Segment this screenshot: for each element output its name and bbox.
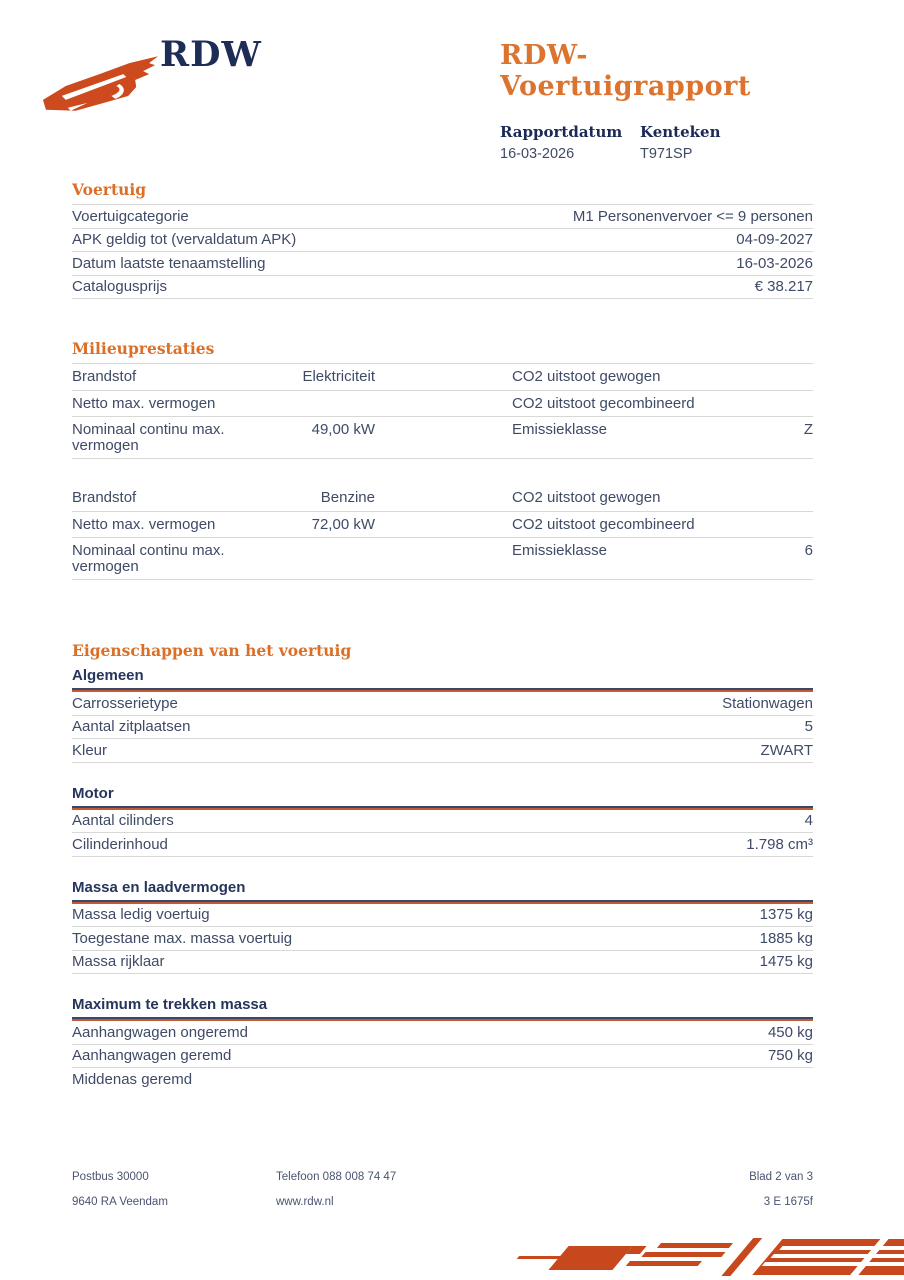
row-value: 49,00 kW (311, 421, 375, 438)
section-title: Voertuig (72, 180, 813, 205)
row-value: 1375 kg (759, 906, 813, 923)
row-value: 16-03-2026 (736, 254, 813, 272)
row-label: CO2 uitstoot gecombineerd (512, 394, 695, 412)
row-label: Kleur (72, 741, 108, 759)
table-row (72, 1045, 813, 1069)
table-row (72, 833, 813, 857)
table-row (72, 229, 813, 253)
table-row (72, 716, 813, 740)
table-row (72, 904, 813, 928)
row-value: 6 (804, 542, 813, 559)
table-row (72, 417, 813, 459)
footer-postbus: Postbus 30000 (72, 1171, 149, 1183)
footer-page-number: Blad 2 van 3 (749, 1171, 813, 1183)
row-label: Toegestane max. massa voertuig (72, 929, 293, 947)
row-value: 4 (804, 812, 813, 829)
rdw-logo-text: RDW (160, 34, 262, 75)
page-footer (72, 1171, 813, 1208)
footer-doc-code: 3 E 1675f (763, 1196, 813, 1208)
table-row (72, 951, 813, 975)
row-label: CO2 uitstoot gecombineerd (512, 515, 695, 533)
row-label: APK geldig tot (vervaldatum APK) (72, 231, 297, 248)
row-value: Elektriciteit (302, 368, 375, 385)
row-value: 1475 kg (759, 953, 813, 970)
row-label: Emissieklasse (512, 421, 608, 438)
row-value: Benzine (320, 489, 375, 506)
subsection-title: Maximum te trekken massa (72, 996, 268, 1013)
row-label: Nominaal continu max. vermogen (72, 421, 225, 454)
row-value: 04-09-2027 (736, 231, 813, 248)
license-plate-label: Kenteken (640, 123, 721, 141)
row-label: Aantal cilinders (72, 812, 174, 829)
row-value: 5 (804, 718, 813, 735)
license-plate-value: T971SP (640, 146, 693, 162)
subsection-motor (72, 785, 813, 857)
row-label: Catalogusprijs (72, 278, 168, 295)
row-label: Aantal zitplaatsen (72, 718, 191, 735)
table-row (72, 538, 813, 580)
footer-contact-column (276, 1171, 749, 1208)
row-label: Massa rijklaar (72, 953, 165, 970)
subsection-title: Motor (72, 784, 114, 802)
row-label: Voertuigcategorie (72, 207, 189, 225)
row-label: Datum laatste tenaamstelling (72, 254, 266, 272)
table-row (72, 1021, 813, 1045)
row-value: 1.798 cm³ (746, 835, 813, 853)
row-label: Middenas geremd (72, 1070, 193, 1088)
table-row (72, 692, 813, 716)
section-voertuig (72, 180, 813, 299)
subsection-massa (72, 879, 813, 975)
table-row (72, 364, 813, 391)
section-eigenschappen (72, 641, 813, 1091)
subsection-title: Algemeen (72, 667, 144, 684)
table-row (72, 739, 813, 763)
row-label: Aanhangwagen geremd (72, 1047, 232, 1064)
report-date-label: Rapportdatum (500, 123, 623, 141)
report-date-value: 16-03-2026 (500, 146, 575, 162)
rdw-wing-logo-icon (38, 50, 162, 118)
row-value: Z (803, 421, 813, 438)
page-title: RDW-Voertuigrapport (500, 40, 751, 102)
row-label: Carrosserietype (72, 694, 178, 712)
fuel-block-electric (72, 364, 813, 459)
section-title: Milieuprestaties (72, 339, 813, 364)
license-plate-block (640, 123, 780, 162)
row-value: € 38.217 (754, 278, 813, 295)
row-label: Netto max. vermogen (72, 515, 216, 533)
section-milieuprestaties (72, 339, 813, 580)
row-value: 450 kg (767, 1023, 813, 1041)
row-label: Netto max. vermogen (72, 394, 216, 412)
row-value: Stationwagen (722, 694, 813, 712)
table-row (72, 810, 813, 834)
fuel-block-petrol (72, 485, 813, 580)
row-label: Aanhangwagen ongeremd (72, 1023, 248, 1041)
table-row (72, 485, 813, 512)
row-label: CO2 uitstoot gewogen (512, 368, 661, 385)
table-row (72, 391, 813, 418)
report-content (72, 180, 813, 1091)
row-label: Massa ledig voertuig (72, 906, 210, 923)
row-label: Brandstof (72, 368, 137, 385)
footer-page-column (749, 1171, 813, 1208)
row-label: Emissieklasse (512, 542, 608, 559)
speed-stripes-graphic-icon (504, 1230, 904, 1280)
table-row (72, 276, 813, 300)
report-meta (500, 123, 830, 162)
footer-address-column (72, 1171, 276, 1208)
row-label: Nominaal continu max. vermogen (72, 542, 225, 575)
table-row (72, 252, 813, 276)
table-row (72, 512, 813, 539)
footer-address: 9640 RA Veendam (72, 1196, 168, 1208)
subsection-trekken-massa (72, 996, 813, 1091)
row-value: ZWART (760, 741, 813, 759)
row-value: 72,00 kW (311, 515, 375, 533)
row-label: CO2 uitstoot gewogen (512, 489, 661, 506)
section-title: Eigenschappen van het voertuig (72, 641, 352, 660)
footer-phone: Telefoon 088 008 74 47 (276, 1171, 397, 1183)
table-row (72, 927, 813, 951)
row-label: Brandstof (72, 489, 137, 506)
row-value: 1885 kg (759, 929, 813, 947)
report-date-block (500, 123, 640, 162)
footer-website: www.rdw.nl (276, 1196, 334, 1208)
row-label: Cilinderinhoud (72, 835, 168, 853)
row-value: 750 kg (767, 1047, 813, 1064)
subsection-algemeen (72, 667, 813, 763)
table-row (72, 1068, 813, 1091)
table-row (72, 205, 813, 229)
title-block (500, 40, 830, 162)
row-value: M1 Personenvervoer <= 9 personen (572, 207, 813, 225)
subsection-title: Massa en laadvermogen (72, 878, 246, 896)
